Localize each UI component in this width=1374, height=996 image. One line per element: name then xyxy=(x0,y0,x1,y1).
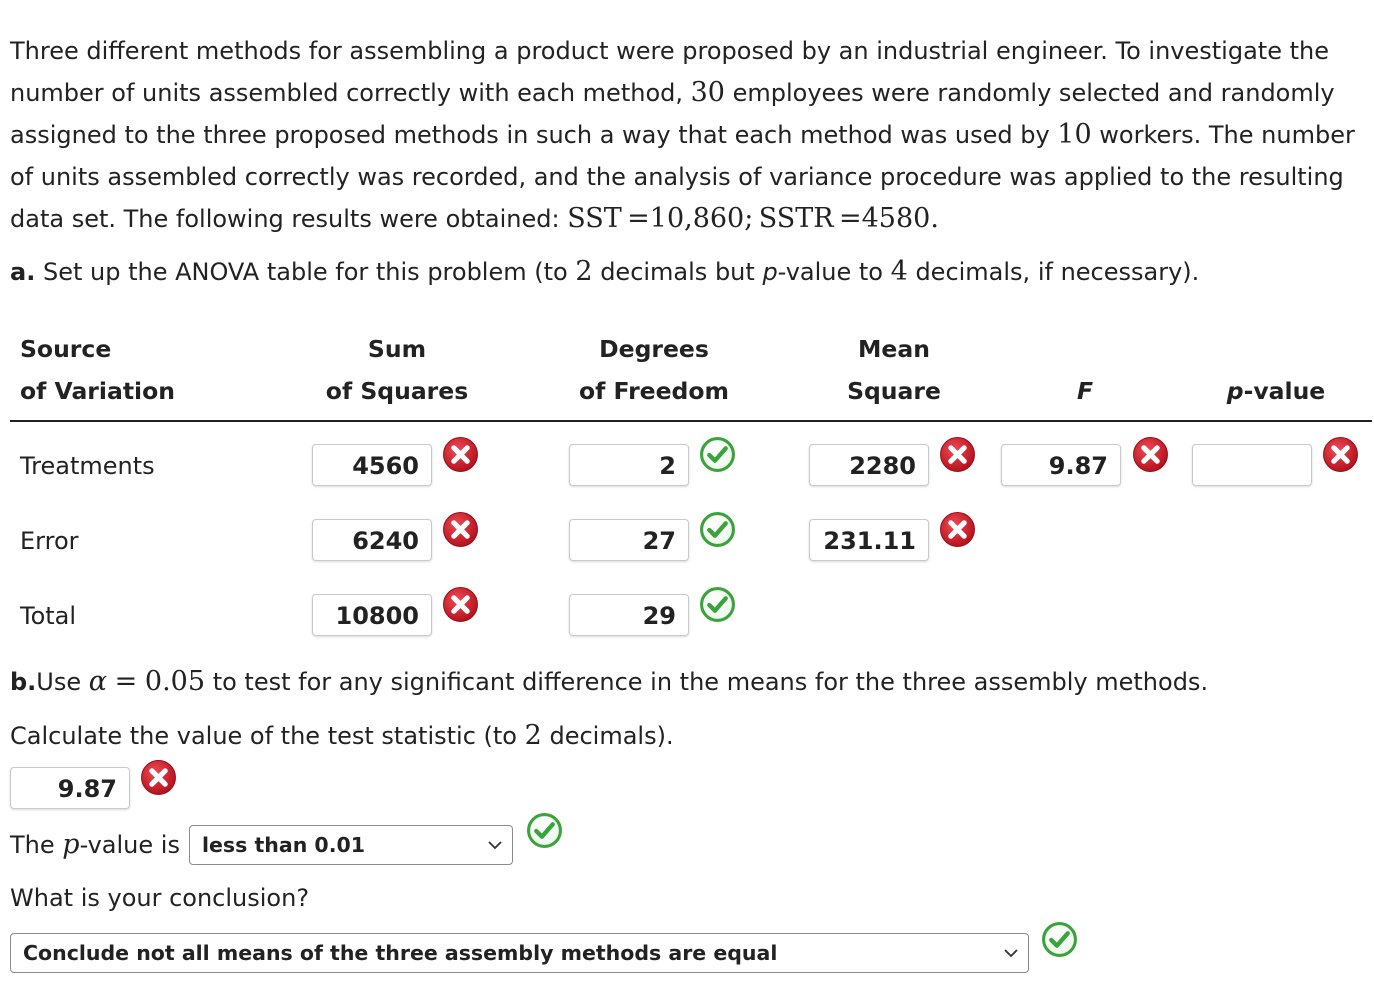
part-b-instruction: b.Use α = 0.05 to test for any significant difference in the means for the three assembly methods. xyxy=(10,666,1209,697)
problem-statement: Three different methods for assembling a product were proposed by an industrial engineer. To investigate the number of units assembled correctly with each method, 30 employees were randomly selected and randomly assigned to the three proposed methods in such a way that each method was used by 10 workers. The number of units assembled correctly was recorded, and the analysis of variance procedure was applied to the resulting data set. The following results were obtained: SST =10,860; SSTR =4580. xyxy=(10,37,1355,234)
p-value-select[interactable]: less than 0.01 xyxy=(189,825,513,865)
conclusion-select[interactable]: Conclude not all means of the three assembly methods are equal xyxy=(10,933,1029,973)
part-a-instruction: a. Set up the ANOVA table for this problem (to 2 decimals but p-value to 4 decimals, if necessary). xyxy=(10,256,1200,287)
calc-instruction: Calculate the value of the test statistic (to 2 decimals). xyxy=(10,720,674,751)
correct-icon xyxy=(699,436,736,473)
treatments-p-value-input[interactable] xyxy=(1192,444,1312,486)
total-ss-input[interactable]: 10800 xyxy=(312,594,432,636)
header-source: Source of Variation xyxy=(20,335,175,405)
wrong-icon xyxy=(1322,436,1359,473)
wrong-icon xyxy=(939,436,976,473)
correct-icon xyxy=(699,511,736,548)
header-mean-square: Mean Square xyxy=(847,335,941,405)
header-f: F xyxy=(1076,377,1094,405)
error-ss-input[interactable]: 6240 xyxy=(312,519,432,561)
test-statistic-input[interactable]: 9.87 xyxy=(10,767,130,809)
wrong-icon xyxy=(442,586,479,623)
sstr-label: SSTR xyxy=(758,203,834,234)
wrong-icon xyxy=(939,511,976,548)
sst-value: 10,860 xyxy=(649,203,745,234)
chevron-down-icon xyxy=(486,836,504,854)
conclusion-question: What is your conclusion? xyxy=(10,884,310,912)
header-degrees-of-freedom: Degrees of Freedom xyxy=(578,335,730,405)
row-label-treatments: Treatments xyxy=(20,452,155,480)
sstr-value: 4580 xyxy=(861,203,931,234)
sst-label: SST xyxy=(567,203,622,234)
p-value-label: The p-value is xyxy=(10,829,180,860)
correct-icon xyxy=(699,586,736,623)
treatments-ms-input[interactable]: 2280 xyxy=(809,444,929,486)
correct-icon xyxy=(526,812,563,849)
chevron-down-icon xyxy=(1002,944,1020,962)
error-df-input[interactable]: 27 xyxy=(569,519,689,561)
total-df-input[interactable]: 29 xyxy=(569,594,689,636)
treatments-ss-input[interactable]: 4560 xyxy=(312,444,432,486)
header-divider xyxy=(10,420,1372,422)
wrong-icon xyxy=(140,759,177,796)
treatments-f-input[interactable]: 9.87 xyxy=(1001,444,1121,486)
row-label-error: Error xyxy=(20,527,79,555)
wrong-icon xyxy=(442,436,479,473)
treatments-df-input[interactable]: 2 xyxy=(569,444,689,486)
row-label-total: Total xyxy=(20,602,77,630)
wrong-icon xyxy=(1132,436,1169,473)
correct-icon xyxy=(1041,921,1078,958)
total-employees: 30 xyxy=(690,77,725,108)
wrong-icon xyxy=(442,511,479,548)
error-ms-input[interactable]: 231.11 xyxy=(809,519,929,561)
header-sum-of-squares: Sum of Squares xyxy=(325,335,469,405)
header-p-value: p-value xyxy=(1226,377,1326,405)
workers-per-method: 10 xyxy=(1057,119,1092,150)
